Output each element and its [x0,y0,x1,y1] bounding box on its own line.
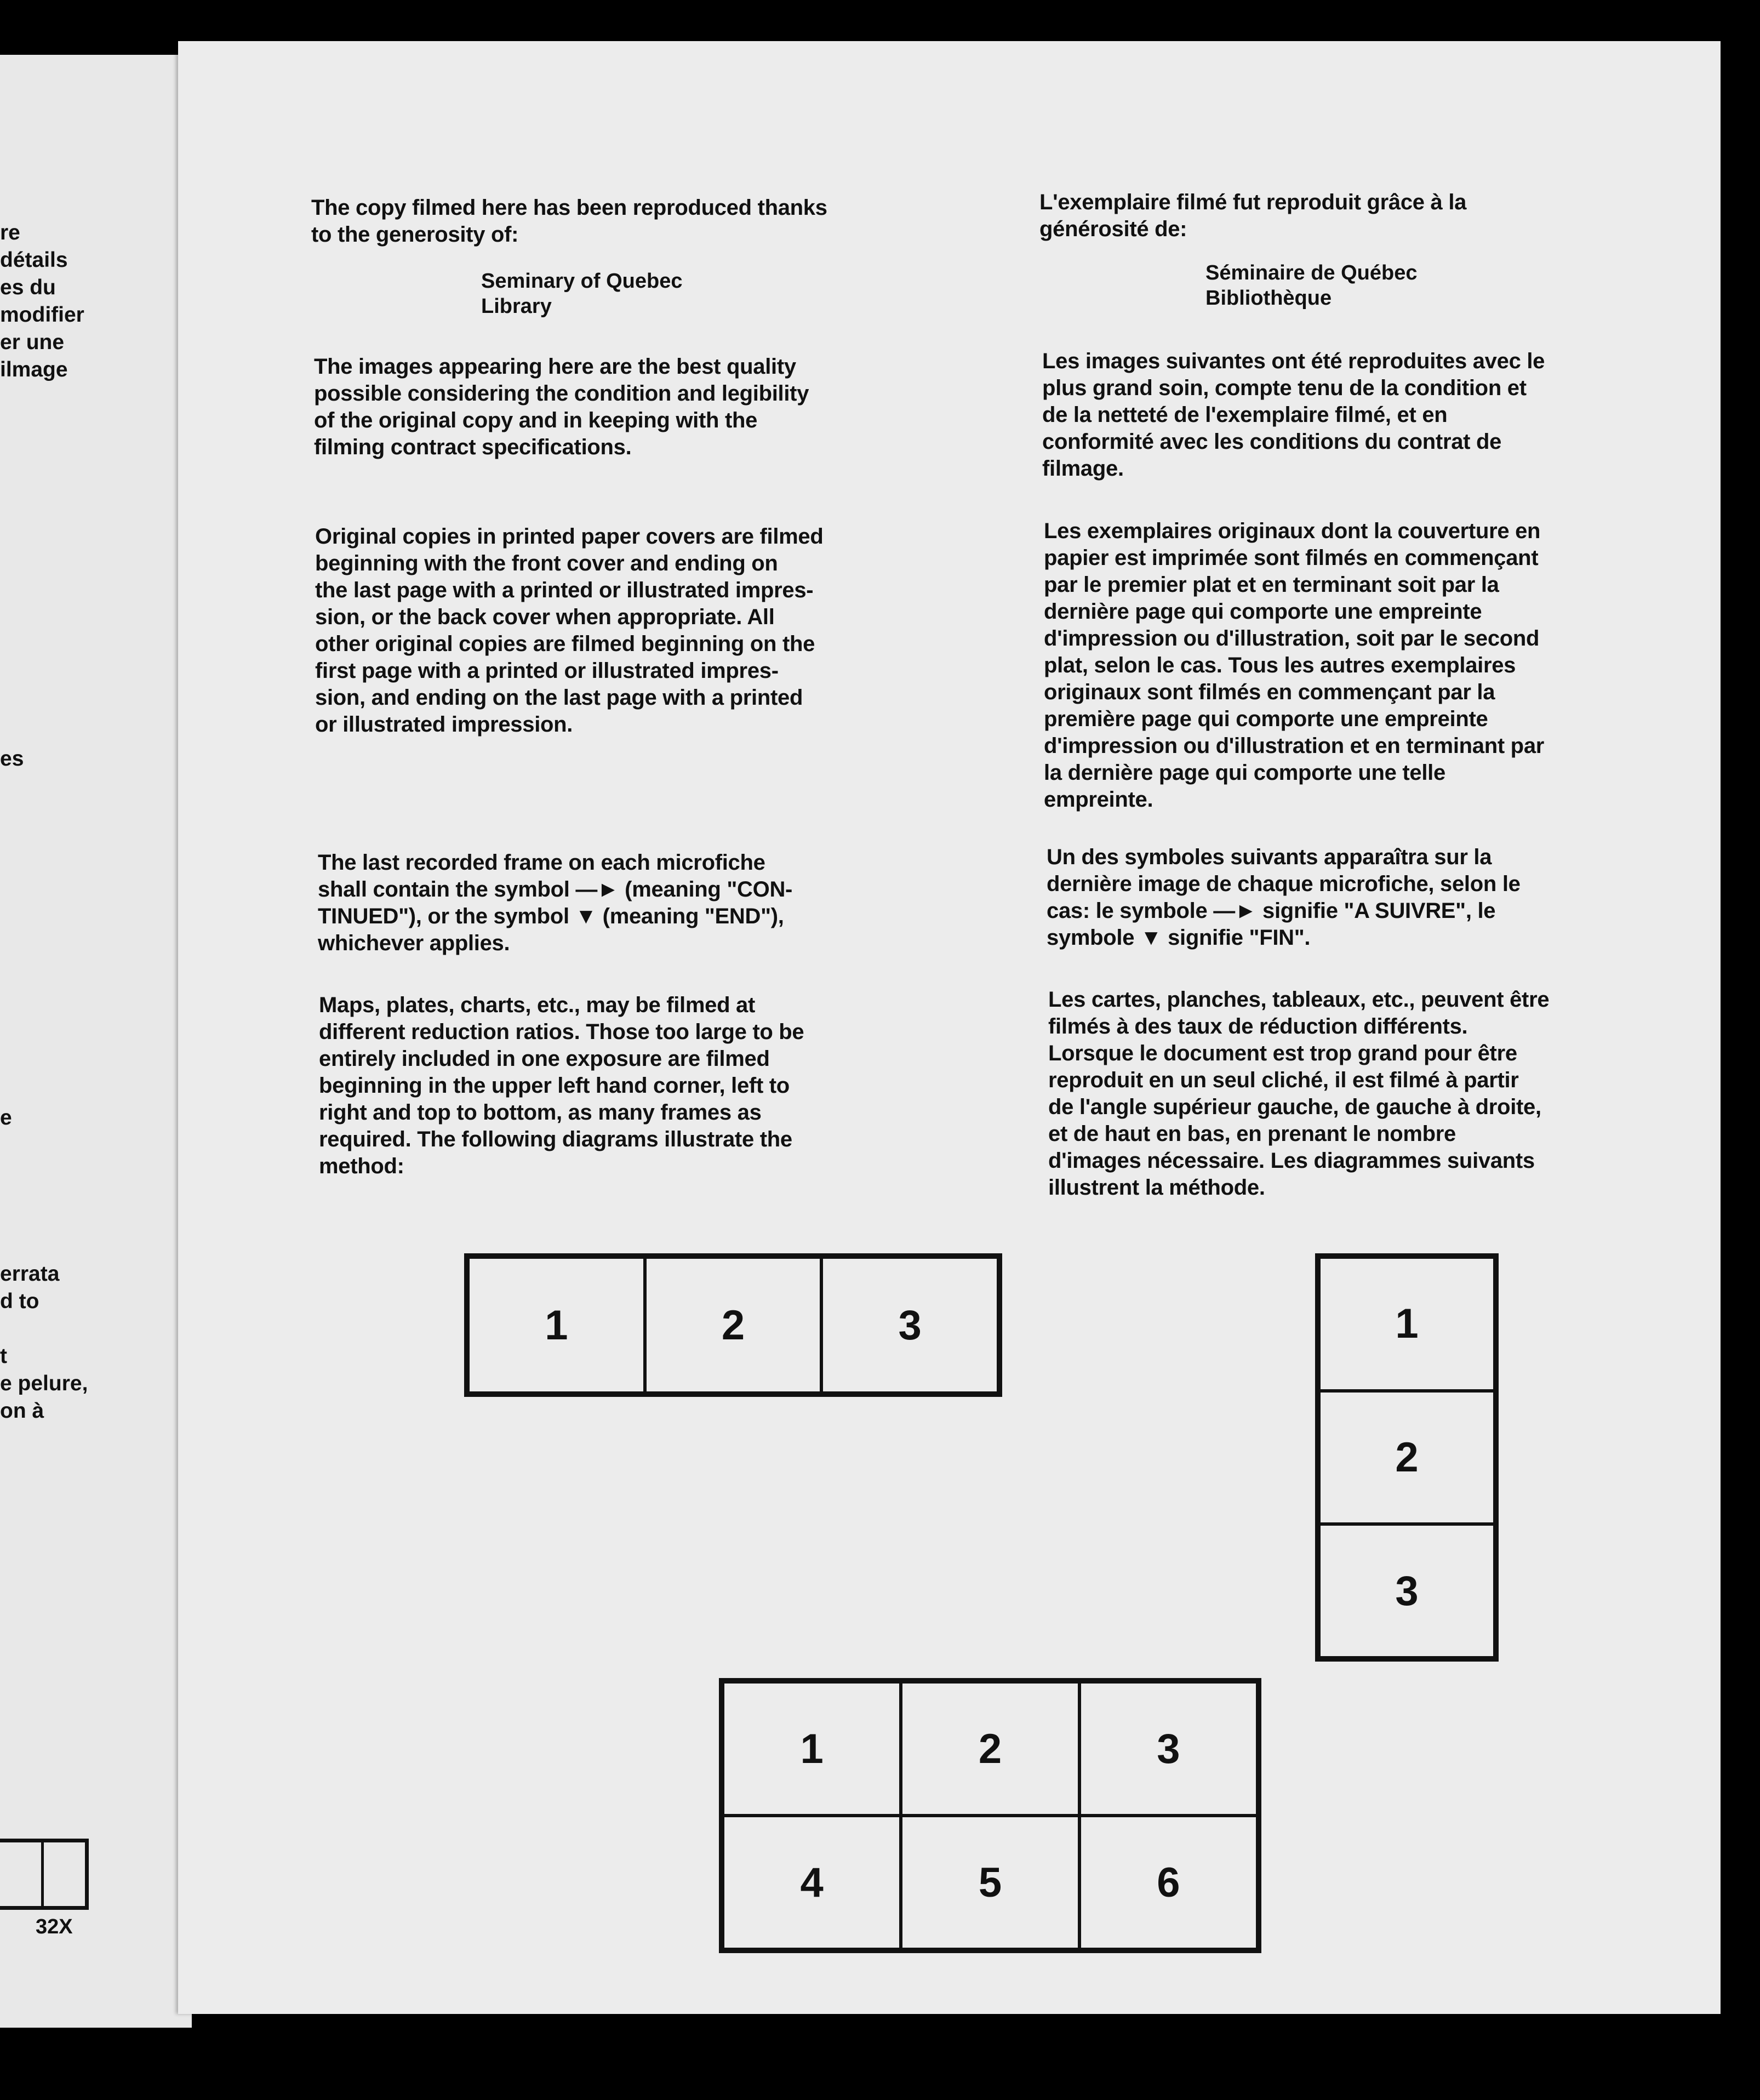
frame-cell: 6 [1079,1816,1258,1949]
left-fragment: errata [0,1262,60,1286]
fr-paragraph-symbols: Un des symboles suivants apparaîtra sur la dernière image de chaque microfiche, selon le cas: le symbole —► signifie "A SUIVRE", le symbole ▼ signifie "FIN". [1047,845,1521,950]
frame-cell: 3 [1319,1524,1495,1658]
reduction-label: 32X [36,1915,73,1938]
en-paragraph-maps: Maps, plates, charts, etc., may be filmed at different reduction ratios. Those too large to be entirely included in one exposure are filmed beginning in the upper left hand corner, left to right and top to bottom, as many frames as required. The following diagrams illustrate the method: [319,993,804,1178]
scan-border [1721,0,1760,2100]
en-paragraph-originals: Original copies in printed paper covers are filmed beginning with the front cover and ending on the last page with a printed or illustrated impres- sion, or the back cover when appropriate. All other original copies are filmed beginning on the first page with a printed or illustrated impres- sion, and ending on the last page with a printed or illustrated impression. [315,524,824,737]
reduction-target-box [0,1839,89,1910]
left-fragment: e pelure, [0,1372,88,1395]
fr-intro: L'exemplaire filmé fut reproduit grâce à la générosité de: [1039,190,1467,241]
left-fragment: d to [0,1289,39,1313]
left-fragment: ilmage [0,358,68,381]
frame-cell: 3 [1079,1682,1258,1816]
frame-cell: 5 [901,1816,1079,1949]
frame-cell: 1 [1319,1257,1495,1391]
left-fragment: es [0,747,24,771]
frame-cell: 1 [723,1682,901,1816]
left-fragment: on à [0,1399,44,1423]
filming-notice-page [178,41,1721,2014]
en-paragraph-symbols: The last recorded frame on each microfiche shall contain the symbol —► (meaning "CON- TINUED"), or the symbol ▼ (meaning "END"), whichever applies. [318,851,793,955]
frame-cell: 1 [468,1257,645,1393]
previous-page-edge [0,55,192,2028]
fr-library: Séminaire de Québec Bibliothèque [1205,261,1418,310]
left-fragment: er une [0,330,65,354]
en-intro: The copy filmed here has been reproduced thanks to the generosity of: [311,196,827,247]
frame-cell: 2 [645,1257,822,1393]
frame-cell: 2 [1319,1391,1495,1525]
left-fragment: es du [0,276,56,299]
left-fragment: détails [0,248,68,272]
en-library: Seminary of Quebec Library [481,270,683,318]
fr-paragraph-originals: Les exemplaires originaux dont la couverture en papier est imprimée sont filmés en commençant par le premier plat et en terminant soit par la dernière page qui comporte une empreinte d'impression ou d'illustration, soit par le second plat, selon le cas. Tous les autres exemplaires originaux sont filmés en commençant par la première page qui comporte une empreinte d'impression ou d'illustration et en terminant par la dernière page qui comporte une telle empreinte. [1044,519,1545,812]
left-fragment: e [0,1106,12,1129]
en-paragraph-quality: The images appearing here are the best quality possible considering the condition and legibility of the original copy and in keeping with the filming contract specifications. [314,355,809,459]
diagram-row-frames [464,1253,1002,1397]
diagram-grid-frames [719,1678,1261,1953]
left-fragment: re [0,221,20,244]
left-fragment: modifier [0,303,84,327]
frame-cell: 2 [901,1682,1079,1816]
fr-paragraph-maps: Les cartes, planches, tableaux, etc., peuvent être filmés à des taux de réduction différents. Lorsque le document est trop grand pour être reproduit en un seul cliché, il est filmé à partir de l'angle supérieur gauche, de gauche à droite, et de haut en bas, en prenant le nombre d'images nécessaire. Les diagrammes suivants illustrent la méthode. [1048,988,1550,1200]
diagram-column-frames [1315,1253,1499,1662]
fr-paragraph-quality: Les images suivantes ont été reproduites avec le plus grand soin, compte tenu de la condition et de la netteté de l'exemplaire filmé, et en conformité avec les conditions du contrat de filmage. [1042,349,1545,481]
left-fragment: t [0,1344,7,1368]
frame-cell: 3 [821,1257,998,1393]
frame-cell: 4 [723,1816,901,1949]
